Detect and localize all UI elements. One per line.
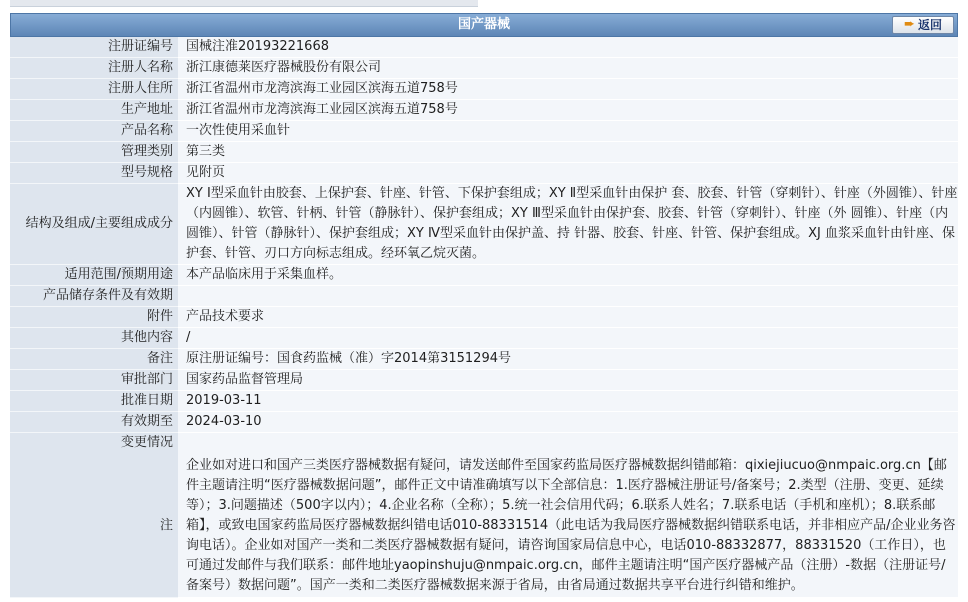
table-row — [10, 391, 958, 412]
field-value: 浙江康德莱医疗器械股份有限公司 — [178, 58, 958, 79]
table-row — [10, 184, 958, 265]
field-label: 适用范围/预期用途 — [10, 265, 178, 286]
field-label: 有效期至 — [10, 412, 178, 433]
field-label: 生产地址 — [10, 100, 178, 121]
table-row — [10, 58, 958, 79]
field-value: 2024-03-10 — [178, 412, 958, 433]
detail-panel — [10, 13, 958, 598]
field-label: 备注 — [10, 349, 178, 370]
table-row — [10, 79, 958, 100]
field-label: 型号规格 — [10, 163, 178, 184]
table-row — [10, 37, 958, 58]
field-value: 本产品临床用于采集血样。 — [178, 265, 958, 286]
panel-header — [10, 13, 958, 37]
field-label: 注册人名称 — [10, 58, 178, 79]
back-button[interactable] — [892, 16, 954, 34]
table-row — [10, 328, 958, 349]
table-row — [10, 433, 958, 598]
field-label: 注册人住所 — [10, 79, 178, 100]
field-value: / — [178, 328, 958, 349]
note-label: 注 — [159, 518, 173, 533]
table-row — [10, 121, 958, 142]
field-value — [178, 286, 958, 307]
arrow-right-icon: ➨ — [904, 17, 915, 32]
field-label: 产品储存条件及有效期 — [10, 286, 178, 307]
panel-title: 国产器械 — [457, 17, 510, 32]
table-row — [10, 412, 958, 433]
change-label: 变更情况 — [120, 435, 173, 450]
field-label: 注册证编号 — [10, 37, 178, 58]
field-value: 一次性使用采血针 — [178, 121, 958, 142]
table-row — [10, 307, 958, 328]
table-row — [10, 370, 958, 391]
field-label: 批准日期 — [10, 391, 178, 412]
field-label: 其他内容 — [10, 328, 178, 349]
field-value: 浙江省温州市龙湾滨海工业园区滨海五道758号 — [178, 79, 958, 100]
table-row — [10, 265, 958, 286]
field-value: 国械注准20193221668 — [178, 37, 958, 58]
field-label: 结构及组成/主要组成成分 — [10, 184, 178, 265]
field-value: XY Ⅰ型采血针由胶套、上保护套、针座、针管、下保护套组成；XY Ⅱ型采血针由保护 套、胶套、针管（穿刺针）、针座（外圆锥）、针座（内圆锥）、软管、针柄、针管（静脉针）、保护套组成；XY Ⅲ型采血针由保护套、胶套、针管（穿刺针）、针座（外 圆锥）、针座（内圆锥）、针管（静脉针）、保护套组成；XY Ⅳ型采血针由保护盖、持 针器、胶套、针座、针管、保护套组成。XJ 血浆采血针由针座、保护套、针管、刃口方向标志组成。经环氧乙烷灭菌。 — [178, 184, 958, 265]
field-label: 产品名称 — [10, 121, 178, 142]
table-row — [10, 163, 958, 184]
field-value: 第三类 — [178, 142, 958, 163]
table-row — [10, 100, 958, 121]
table-row — [10, 142, 958, 163]
field-value: 产品技术要求 — [178, 307, 958, 328]
field-value: 国家药品监督管理局 — [178, 370, 958, 391]
field-value: 浙江省温州市龙湾滨海工业园区滨海五道758号 — [178, 100, 958, 121]
detail-table — [10, 37, 958, 598]
field-value: 2019-03-11 — [178, 391, 958, 412]
back-button-label: 返回 — [917, 18, 942, 32]
change-value — [186, 433, 958, 455]
note-text: 企业如对进口和国产三类医疗器械数据有疑问，请发送邮件至国家药监局医疗器械数据纠错邮箱：qixiejiucuo@nmpaic.org.cn【邮件主题请注明“医疗器械数据问题”，邮件正文中请准确填写以下全部信息：1.医疗器械注册证号/备案号；2.类型（注册、变更、延续等）；3.问题描述（500字以内）；4.企业名称（全称）；5.统一社会信用代码；6.联系人姓名；7.联系电话（手机和座机）；8.联系邮箱】，或致电国家药监局医疗器械数据纠错电话010-88331514（此电话为我局医疗器械数据纠错联系电话，并非相应产品/企业业务咨询电话）。企业如对国产一类和二类医疗器械数据有疑问，请咨询国家局信息中心，电话010-88332877，88331520（工作日），也可通过发邮件与我们联系：邮件地址yaopinshuju@nmpaic.org.cn，邮件主题请注明“国产医疗器械产品（注册）-数据（注册证号/备案号）数据问题”。国产一类和二类医疗器械数据来源于省局，由省局通过数据共享平台进行纠错和维护。 — [186, 458, 956, 593]
field-label: 管理类别 — [10, 142, 178, 163]
field-value: 见附页 — [178, 163, 958, 184]
field-label: 附件 — [10, 307, 178, 328]
field-value: 原注册证编号：国食药监械（准）字2014第3151294号 — [178, 349, 958, 370]
table-row — [10, 286, 958, 307]
top-scroll-strip — [10, 0, 478, 7]
table-row — [10, 349, 958, 370]
field-label: 审批部门 — [10, 370, 178, 391]
